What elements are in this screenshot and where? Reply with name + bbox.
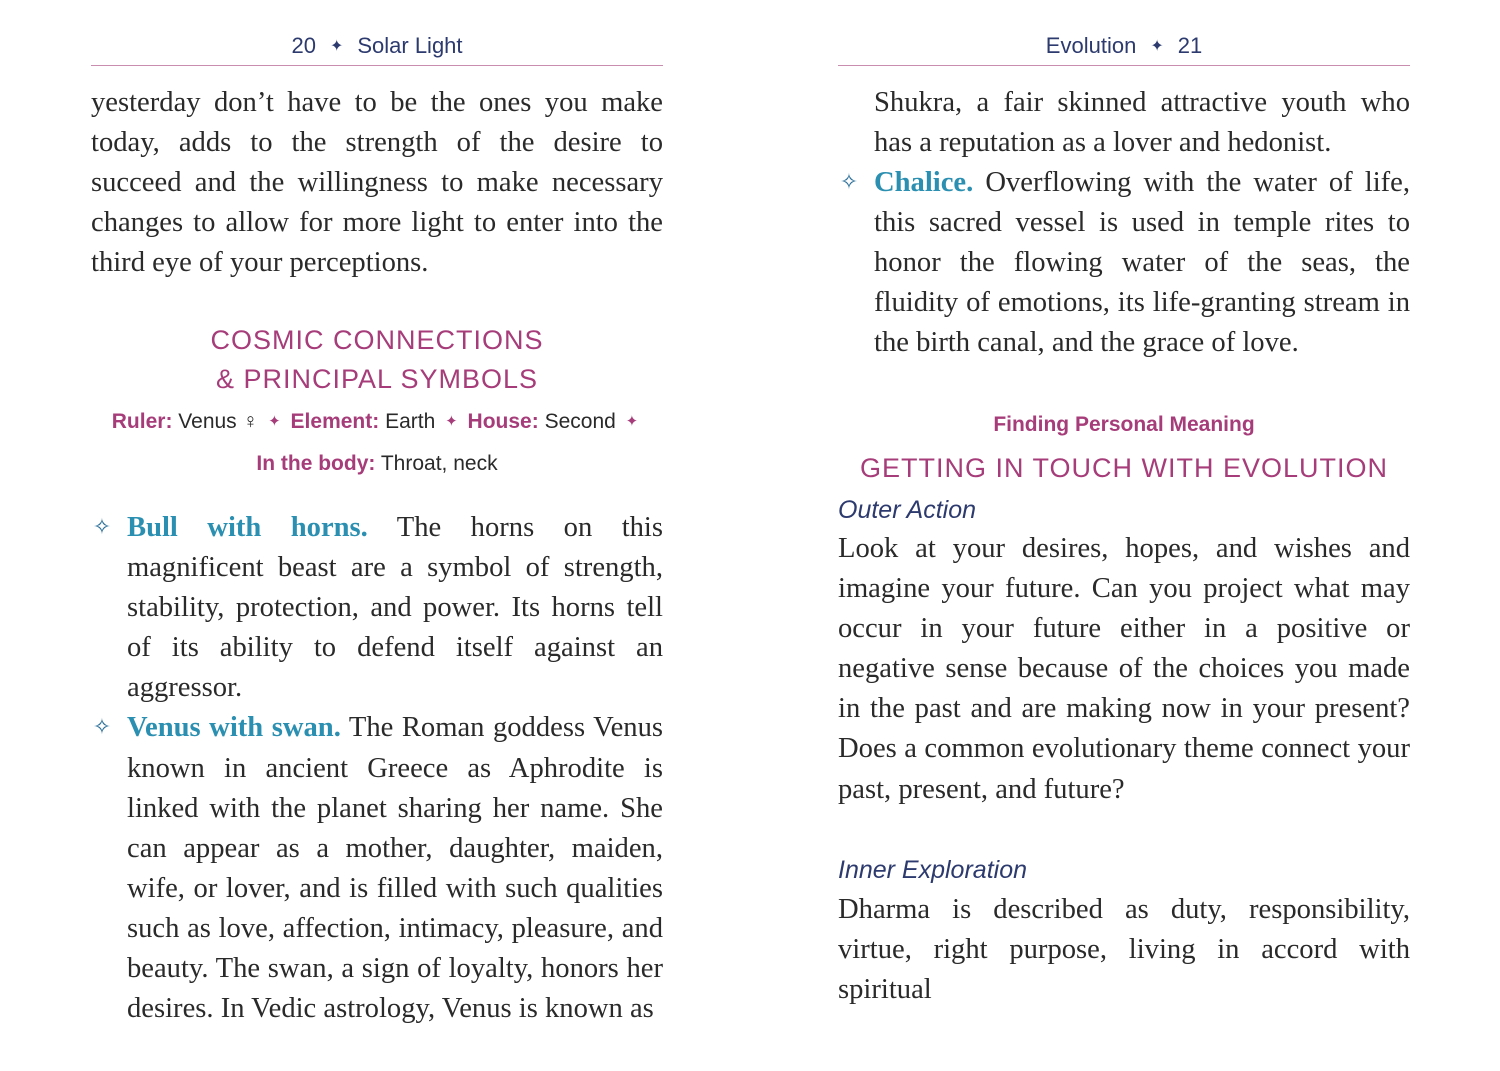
ruler-value: Venus ♀ xyxy=(178,410,259,433)
ruler-label: Ruler: xyxy=(111,410,173,433)
left-page xyxy=(91,0,663,1071)
symbol-description: The horns on this magnificent beast are a symbol of strength, stability, protection, and power. Its horns tell of its ability to defend itself against an aggressor. xyxy=(127,512,664,704)
outlined-star-bullet-icon: ✧ xyxy=(839,170,859,195)
element-value: Earth xyxy=(385,410,436,433)
symbol-item xyxy=(91,708,663,1029)
symbol-term: Chalice. xyxy=(874,167,974,198)
four-point-star-icon: ✦ xyxy=(1150,38,1164,55)
left-intro-paragraph: yesterday don’t have to be the ones you make today, adds to the strength of the desire to succeed and the willingness to make necessary changes to allow for more light to enter into the third eye of your perceptions. xyxy=(91,87,663,279)
left-page-number: 20 xyxy=(291,33,316,58)
outer-action-paragraph: Look at your desires, hopes, and wishes and imagine your future. Can you project what may occur in your future either in a positive or negative sense because of the choices you made in the past and are making now in your present? Does a common evolutionary theme connect your past, present, and future? xyxy=(838,533,1410,805)
right-page xyxy=(838,0,1410,1071)
section-heading-line-2: & PRINCIPAL SYMBOLS xyxy=(215,364,539,394)
house-value: Second xyxy=(544,410,616,433)
house-label: House: xyxy=(467,410,539,433)
left-running-head xyxy=(91,31,663,66)
outlined-star-bullet-icon: ✧ xyxy=(92,515,112,540)
symbol-list-right xyxy=(838,163,1410,363)
symbol-description: The Roman goddess Venus known in ancient Greece as Aphrodite is linked with the planet sharing her name. She can appear as a mother, daughter, maiden, wife, or lover, and is filled with such qualities such as love, affection, intimacy, pleasure, and beauty. The swan, a sign of loyalty, honors her desires. In Vedic astrology, Venus is known as xyxy=(127,712,663,1025)
four-point-star-icon: ✦ xyxy=(329,38,344,55)
right-page-number: 21 xyxy=(1177,33,1203,58)
symbol-term: Bull with horns. xyxy=(127,512,368,543)
outer-action-heading: Outer Action xyxy=(838,496,977,524)
cosmic-meta xyxy=(91,402,663,484)
body-label: In the body: xyxy=(256,452,376,475)
right-running-title: Evolution xyxy=(1045,33,1137,58)
separator-star-icon: ✦ xyxy=(268,413,281,430)
symbol-item xyxy=(838,163,1410,363)
inner-exploration-paragraph: Dharma is described as duty, responsibility, virtue, right purpose, living in accord with spiritual xyxy=(838,894,1410,1006)
symbol-term: Venus with swan. xyxy=(127,712,341,744)
outlined-star-bullet-icon: ✧ xyxy=(92,715,112,741)
symbol-list-left xyxy=(91,508,663,1029)
right-running-head xyxy=(838,31,1410,66)
left-running-title: Solar Light xyxy=(357,33,463,58)
separator-star-icon: ✦ xyxy=(445,413,458,430)
right-section-heading: GETTING IN TOUCH WITH EVOLUTION xyxy=(859,453,1389,483)
symbol-item xyxy=(91,508,663,708)
right-continued-paragraph: Shukra, a fair skinned attractive youth who has a reputation as a lover and hedonist. xyxy=(874,87,1410,159)
symbol-description: Overflowing with the water of life, this sacred vessel is used in temple rites to honor the flowing water of the seas, the fluidity of emotions, its life-granting stream in the birth canal, and the grace of love. xyxy=(874,167,1410,359)
section-heading-line-1: COSMIC CONNECTIONS xyxy=(210,325,544,355)
body-value: Throat, neck xyxy=(380,452,498,475)
separator-star-icon: ✦ xyxy=(625,413,639,430)
inner-exploration-heading: Inner Exploration xyxy=(838,856,1028,884)
kicker: Finding Personal Meaning xyxy=(993,413,1255,436)
element-label: Element: xyxy=(290,410,380,433)
